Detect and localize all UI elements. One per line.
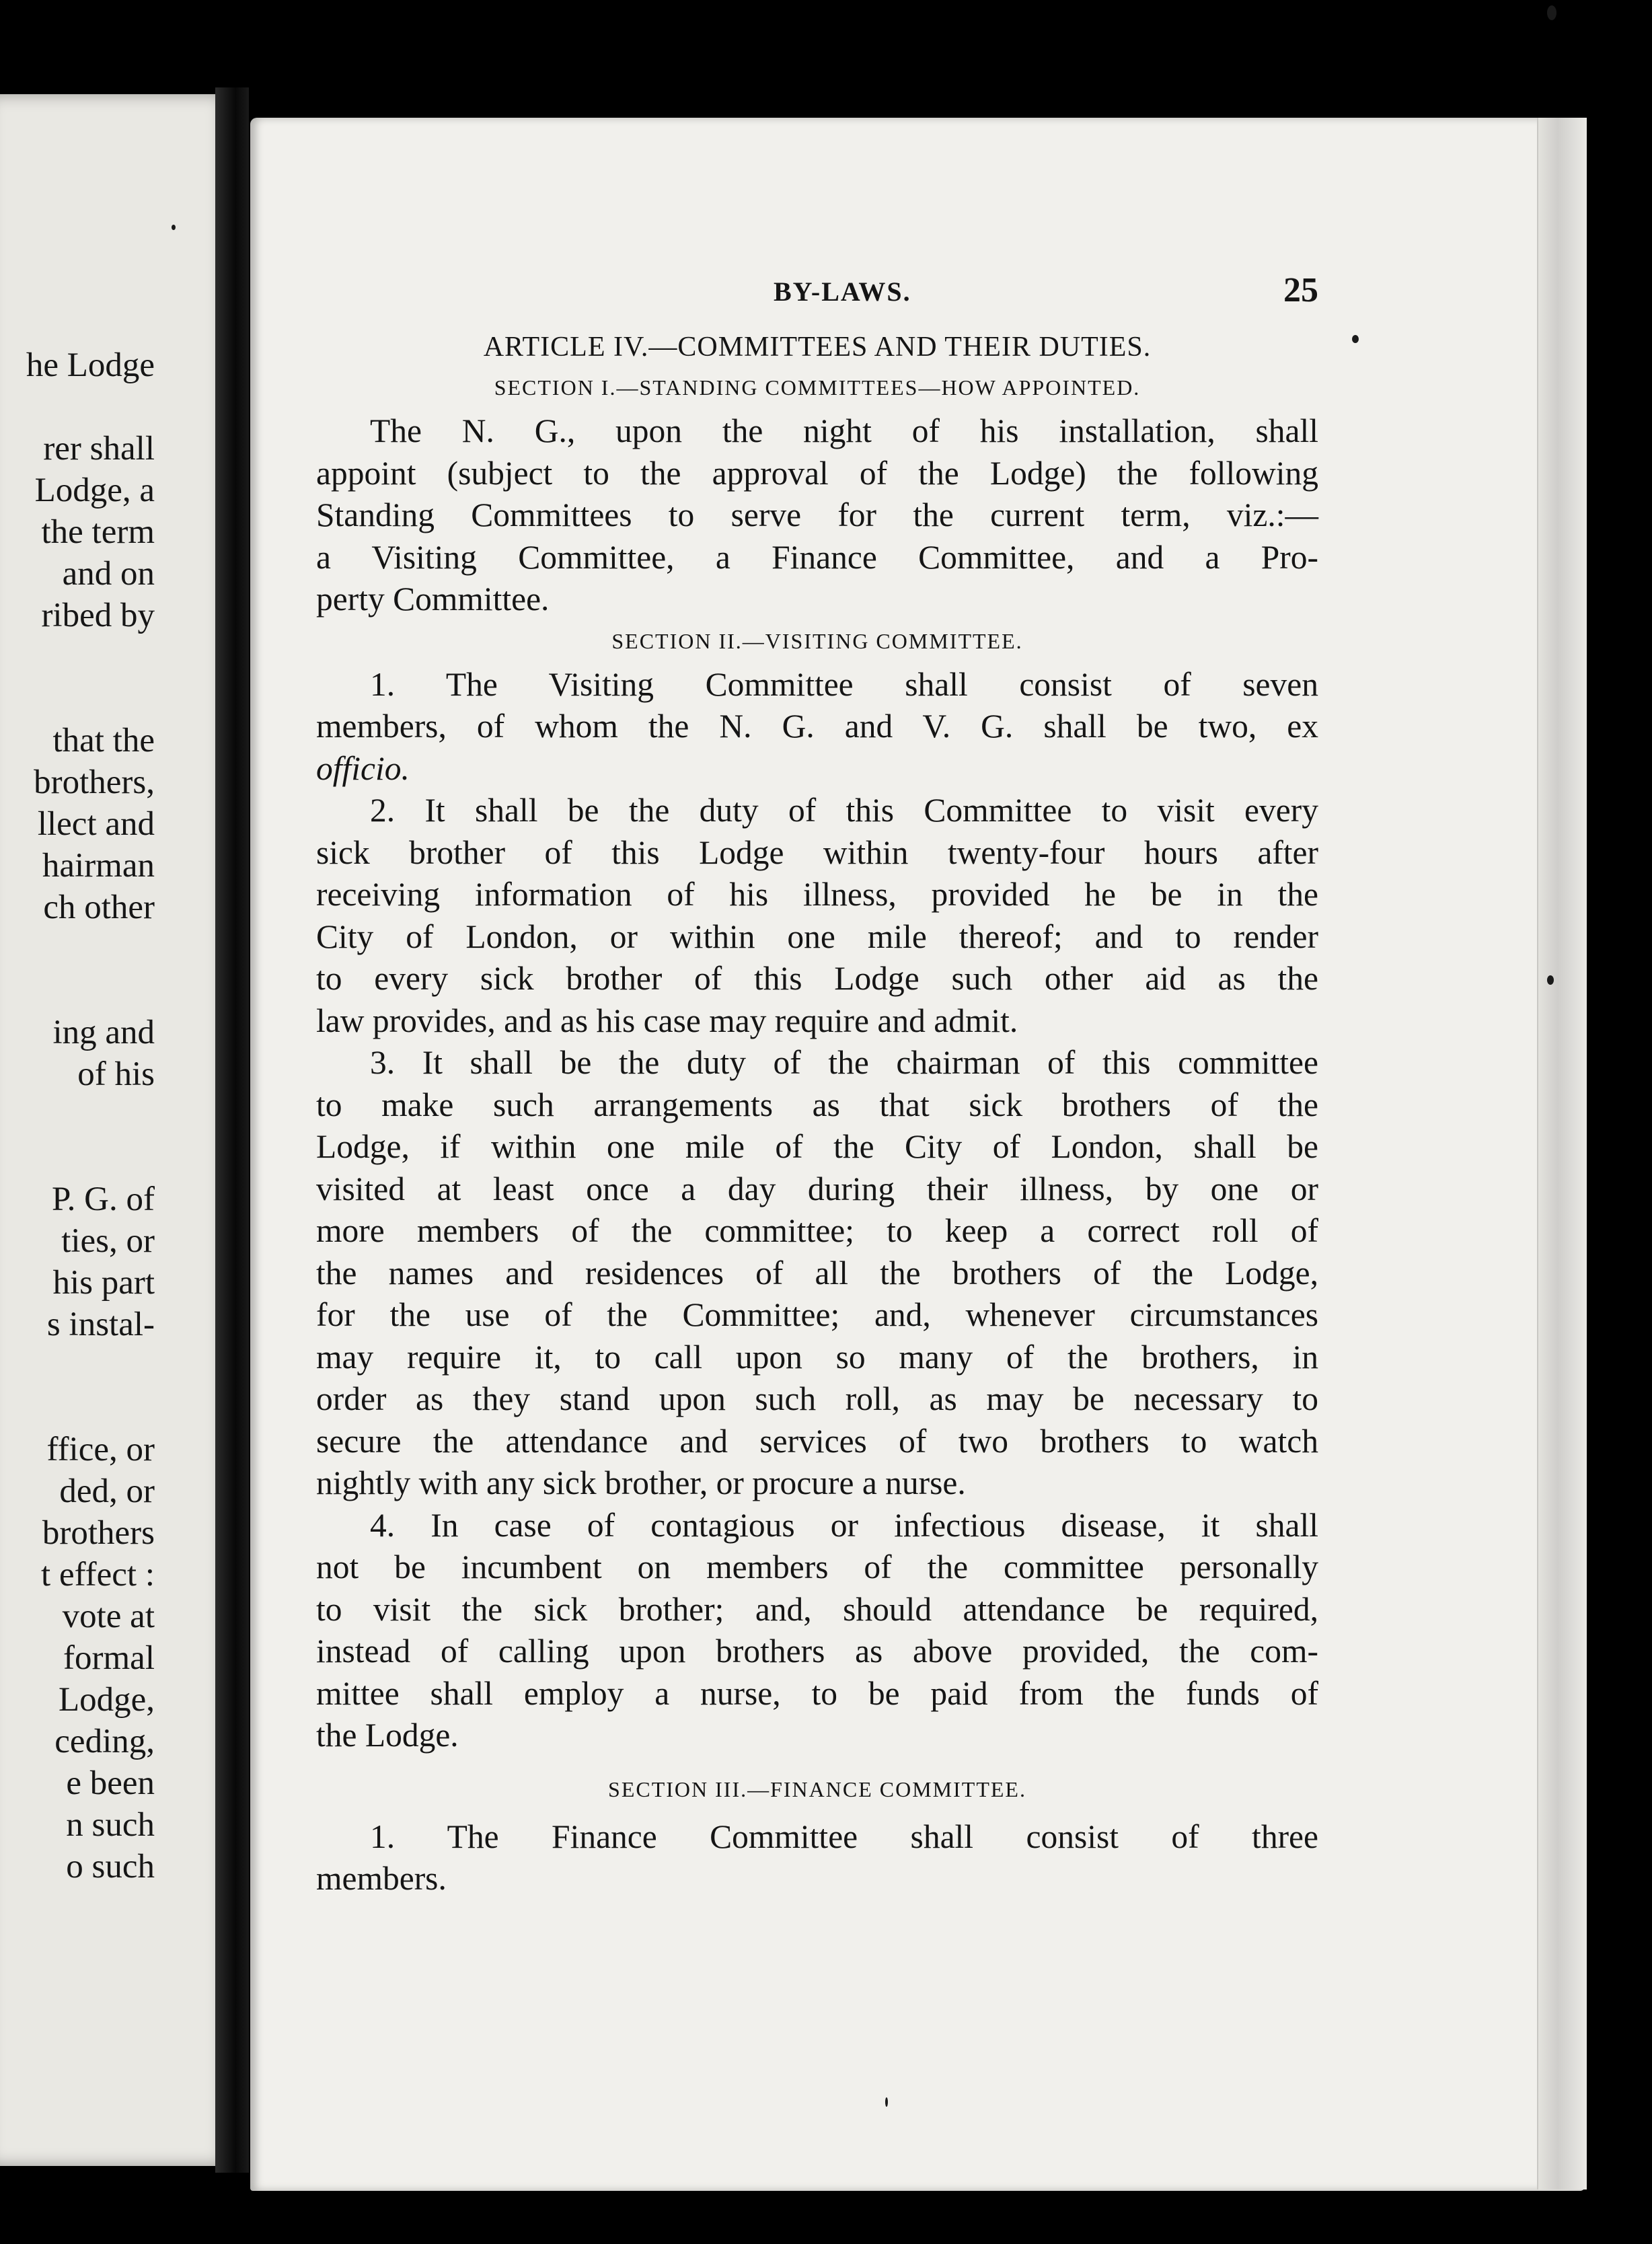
left-line: ded, or	[59, 1472, 155, 1510]
left-line: Lodge,	[58, 1681, 155, 1719]
left-line: the term	[41, 513, 155, 551]
text-line: 1. The Finance Committee shall consist of three	[370, 1818, 1318, 1855]
left-line: and on	[62, 555, 155, 593]
running-head-title: BY-LAWS.	[774, 276, 911, 307]
left-line: formal	[63, 1639, 155, 1677]
book-gutter	[215, 87, 249, 2173]
left-line: vote at	[62, 1598, 155, 1635]
page-number: 25	[1283, 271, 1318, 309]
left-line: e been	[66, 1764, 155, 1802]
text-line: secure the attendance and services of two brothers to watch	[316, 1422, 1318, 1460]
left-page-text	[0, 344, 155, 1887]
section-heading: SECTION III.—FINANCE COMMITTEE.	[608, 1776, 1026, 1801]
left-line: P. G. of	[51, 1181, 155, 1218]
text-line: City of London, or within one mile thereof; and to render	[316, 918, 1318, 955]
scan-speck	[172, 225, 176, 230]
left-line: brothers,	[34, 763, 155, 801]
running-head	[316, 271, 1318, 323]
text-line: 3. It shall be the duty of the chairman of this committee	[370, 1044, 1318, 1081]
scan-speck	[1547, 975, 1554, 985]
left-line: o such	[66, 1848, 155, 1885]
page-text	[316, 271, 1318, 1900]
left-line: ribed by	[41, 597, 155, 634]
left-line	[0, 970, 155, 1012]
left-line: brothers	[42, 1514, 155, 1552]
text-line: 4. In case of contagious or infectious disease, it shall	[370, 1506, 1318, 1544]
left-facing-page	[0, 94, 235, 2166]
scan-speck	[885, 2097, 888, 2107]
text-line: receiving information of his illness, provided he be in the	[316, 876, 1318, 913]
text-line: visited at least once a day during their illness, by one or	[316, 1170, 1318, 1207]
scan-speck	[1352, 335, 1359, 343]
article-heading: ARTICLE IV.—COMMITTEES AND THEIR DUTIES.	[483, 332, 1152, 363]
text-line: appoint (subject to the approval of the Lodge) the following	[316, 454, 1318, 492]
left-line	[0, 928, 155, 970]
text-line: instead of calling upon brothers as above provided, the com-	[316, 1633, 1318, 1670]
left-line	[0, 1387, 155, 1429]
paragraph	[316, 1505, 1318, 1757]
text-line: law provides, and as his case may require and admit.	[316, 1002, 1018, 1039]
text-line: sick brother of this Lodge within twenty-four hours after	[316, 833, 1318, 871]
left-line: n such	[66, 1806, 155, 1844]
text-line: a Visiting Committee, a Finance Committee, and a Pro-	[316, 538, 1318, 576]
text-line: for the use of the Committee; and, whenever circumstances	[316, 1296, 1318, 1333]
left-line	[0, 1345, 155, 1387]
section-heading: SECTION II.—VISITING COMMITTEE.	[611, 628, 1023, 653]
text-line: the Lodge.	[316, 1717, 459, 1754]
paragraph	[316, 1042, 1318, 1505]
left-line: ties, or	[61, 1222, 155, 1260]
text-line: The N. G., upon the night of his installation, shall	[370, 412, 1318, 449]
section-heading: SECTION I.—STANDING COMMITTEES—HOW APPOINTED.	[494, 375, 1141, 400]
text-line: Standing Committees to serve for the current term, viz.:—	[316, 496, 1318, 533]
text-line: members, of whom the N. G. and V. G. shall be two, ex	[316, 708, 1318, 745]
left-line	[0, 1095, 155, 1137]
text-line: officio.	[316, 749, 410, 787]
text-line: Lodge, if within one mile of the City of London, shall be	[316, 1128, 1318, 1165]
page-edge	[1537, 118, 1587, 2190]
left-line: ceding,	[54, 1723, 155, 1760]
text-line: members.	[316, 1860, 447, 1897]
text-line: 2. It shall be the duty of this Committee to visit every	[370, 792, 1318, 829]
left-line: he Lodge	[26, 346, 155, 384]
left-line: Lodge, a	[34, 472, 155, 509]
text-line: mittee shall employ a nurse, to be paid from the funds of	[316, 1674, 1318, 1712]
left-line: that the	[52, 722, 155, 759]
left-line: s instal-	[46, 1306, 155, 1343]
text-line: the names and residences of all the brothers of the Lodge,	[316, 1254, 1318, 1292]
text-line: not be incumbent on members of the committee personally	[316, 1548, 1318, 1585]
paragraph	[316, 790, 1318, 1042]
left-line	[0, 678, 155, 720]
text-line: to make such arrangements as that sick brothers of the	[316, 1086, 1318, 1123]
left-line: hairman	[42, 847, 155, 885]
left-line: his part	[52, 1264, 155, 1302]
left-line	[0, 636, 155, 678]
left-line: t effect :	[41, 1556, 155, 1594]
text-line: to visit the sick brother; and, should attendance be required,	[316, 1590, 1318, 1628]
scan-speck	[1547, 5, 1556, 20]
text-line: 1. The Visiting Committee shall consist of seven	[370, 665, 1318, 703]
text-line: nightly with any sick brother, or procure a nurse.	[316, 1464, 966, 1501]
text-line: order as they stand upon such roll, as may be necessary to	[316, 1380, 1318, 1417]
paragraph	[316, 1816, 1318, 1900]
left-line	[0, 1137, 155, 1179]
paragraph	[316, 664, 1318, 790]
text-line: may require it, to call upon so many of the brothers, in	[316, 1338, 1318, 1376]
left-line: rer shall	[43, 430, 155, 468]
left-line: llect and	[37, 805, 155, 843]
left-line: ffice, or	[46, 1431, 155, 1468]
left-line: ch other	[43, 889, 155, 926]
left-line: of his	[77, 1055, 155, 1093]
text-line: more members of the committee; to keep a correct roll of	[316, 1212, 1318, 1249]
paragraph	[316, 410, 1318, 621]
left-line	[0, 386, 155, 428]
text-line: perty Committee.	[316, 581, 550, 618]
left-line: ing and	[52, 1014, 155, 1051]
text-line: to every sick brother of this Lodge such other aid as the	[316, 960, 1318, 997]
